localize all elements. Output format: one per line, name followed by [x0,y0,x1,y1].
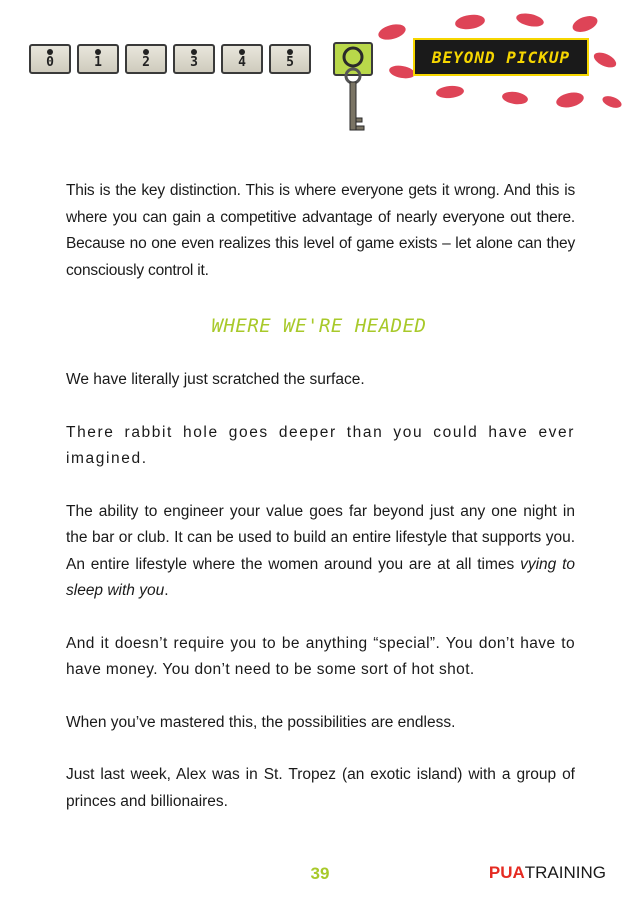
key-dot [47,49,53,55]
footer-brand [489,863,606,883]
paragraph-st-tropez: Just last week, Alex was in St. Tropez (an exotic island) with a group of princes and billionaires. [66,766,575,810]
footer-brand-rest: TRAINING [524,863,606,882]
beyond-pickup-logo [413,38,589,76]
key-5 [269,44,311,74]
paragraph-engineer-value [66,499,575,605]
key-3 [173,44,215,74]
paragraph-possibilities: When you’ve mastered this, the possibilities are endless. [66,713,456,731]
paragraph-rabbit-hole: There rabbit hole goes deeper than you could have ever imagined. [66,423,575,467]
key-2 [125,44,167,74]
main-text [66,178,575,284]
key-1 [77,44,119,74]
key-label: 1 [94,55,102,70]
paragraph-scratched-surface: We have literally just scratched the surface. [66,371,365,388]
key-dot [143,49,149,55]
paragraph-not-special: And it doesn’t require you to be anything “special”. You don’t have to have money. You don’t need to be some sort of hot shot. [66,634,575,678]
key-dot [287,49,293,55]
key-4 [221,44,263,74]
key-label: 5 [286,55,294,70]
number-keys [29,44,311,74]
section-heading: WHERE WE'RE HEADED [211,315,427,337]
paragraph-key-distinction: This is the key distinction. This is where everyone gets it wrong. And this is where you can gain a competitive advantage of nearly everyone out there. Because no one even realizes this level of game exists – let alone can they consciously control it. [66,182,575,279]
key-label: 4 [238,55,246,70]
key-dot [95,49,101,55]
key-label: 2 [142,55,150,70]
key-label: 0 [46,55,54,70]
main-text-continued [66,367,575,815]
logo-text: BEYOND PICKUP [431,47,571,67]
page-header [0,0,638,140]
key-label: 3 [190,55,198,70]
paragraph-text: . [164,582,169,599]
paragraph-text: The ability to engineer your value goes far beyond just any one night in the bar or club. It can be used to build an entire lifestyle that supports you. An entire lifestyle where the women around you are at all times [66,502,575,573]
footer-brand-accent: PUA [488,863,525,882]
key-0 [29,44,71,74]
page-number: 39 [310,864,330,883]
key-dot [239,49,245,55]
hanging-key-icon [330,40,376,142]
italic-emphasis: vying to sleep with you [66,555,575,599]
key-dot [191,49,197,55]
